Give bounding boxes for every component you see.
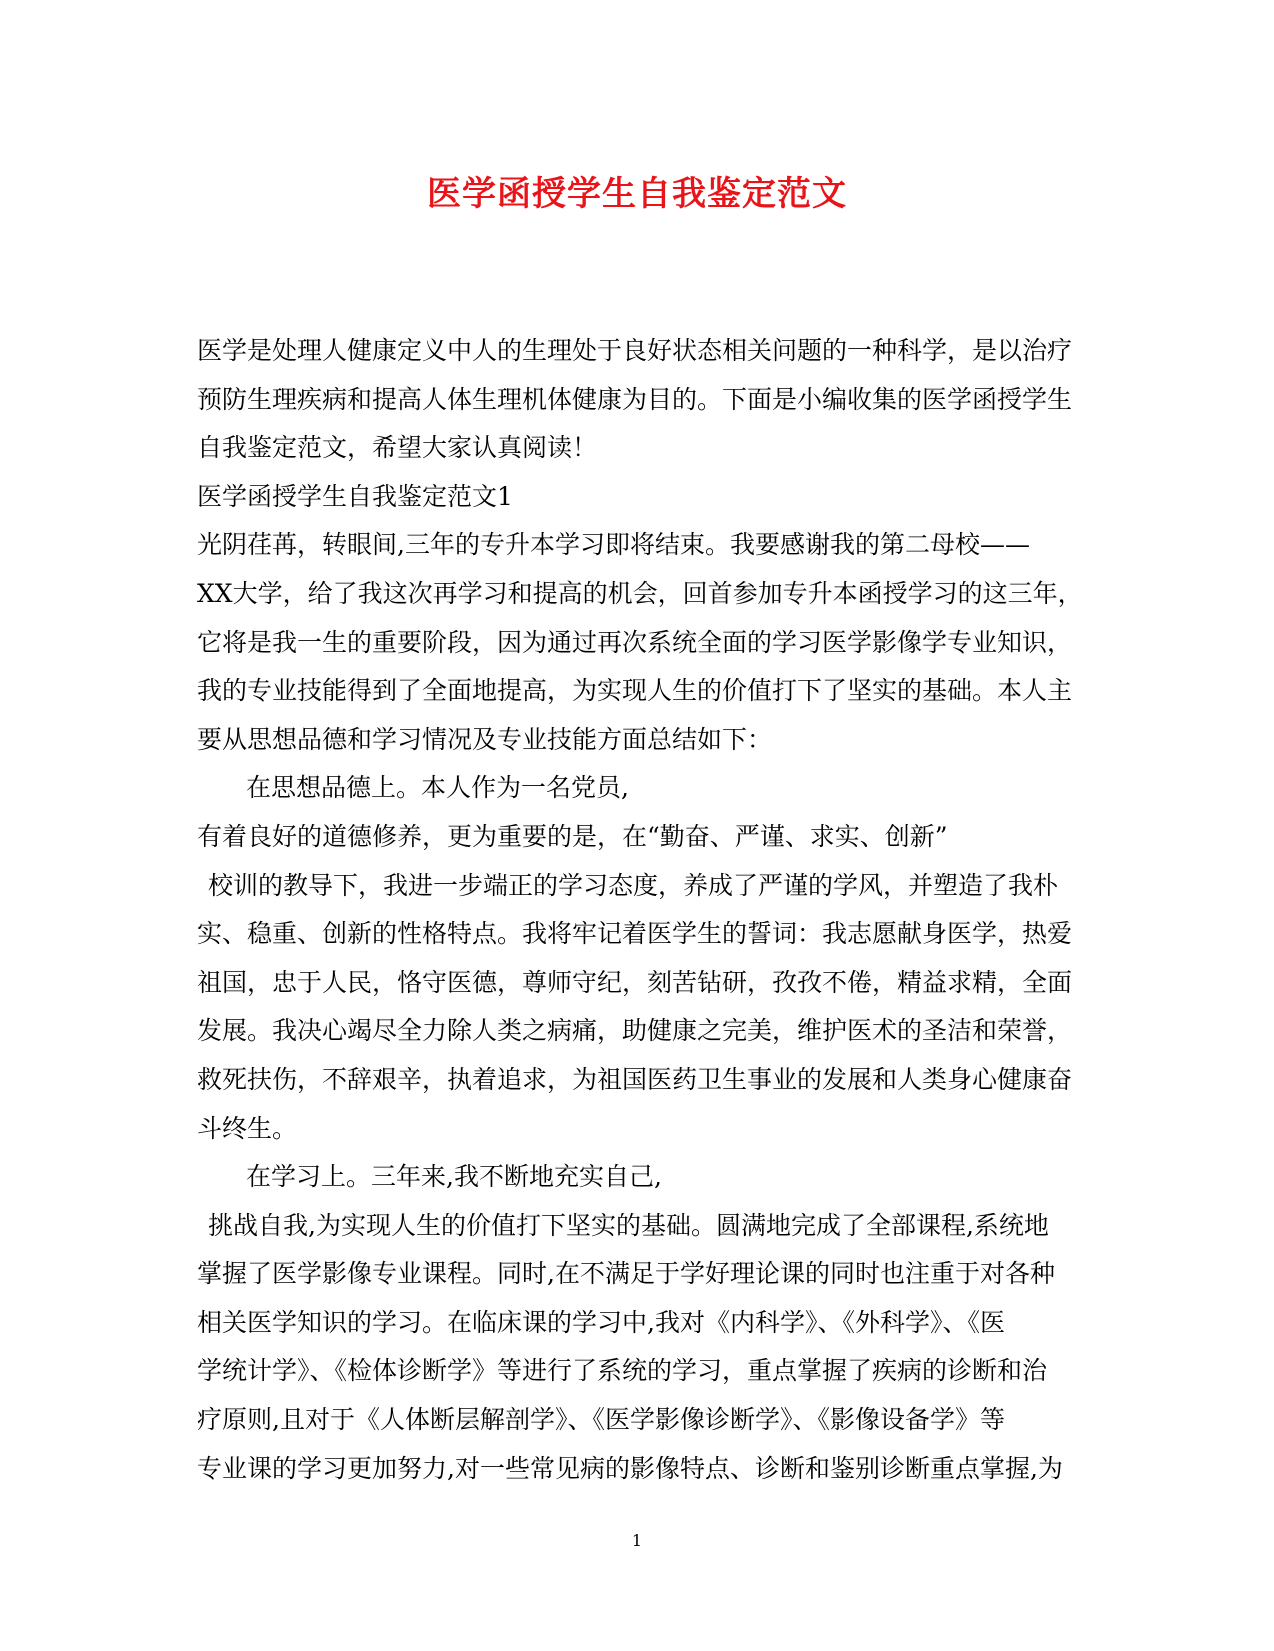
section-heading: 医学函授学生自我鉴定范文1	[197, 481, 513, 511]
body-line: 实、稳重、创新的性格特点。我将牢记着医学生的誓词：我志愿献身医学，热爱	[197, 919, 1073, 949]
body-line: 光阴荏苒，转眼间,三年的专升本学习即将结束。我要感谢我的第二母校——	[197, 530, 1030, 560]
body-line: 校训的教导下，我进一步端正的学习态度，养成了严谨的学风，并塑造了我朴	[208, 870, 1059, 900]
paragraph-start-line: 在思想品德上。本人作为一名党员,	[246, 773, 629, 803]
body-line: 相关医学知识的学习。在临床课的学习中,我对《内科学》、《外科学》、《医	[197, 1307, 1005, 1337]
body-line: 救死扶伤，不辞艰辛，执着追求，为祖国医药卫生事业的发展和人类身心健康奋	[197, 1064, 1073, 1094]
page-number: 1	[631, 1531, 643, 1550]
body-line: 疗原则,且对于《人体断层解剖学》、《医学影像诊断学》、《影像设备学》等	[197, 1405, 1005, 1435]
body-line: 自我鉴定范文，希望大家认真阅读！	[197, 433, 598, 463]
body-line: 专业课的学习更加努力,对一些常见病的影像特点、诊断和鉴别诊断重点掌握,为	[197, 1453, 1063, 1483]
paragraph-start-line: 在学习上。三年来,我不断地充实自己,	[246, 1162, 662, 1192]
body-line: 学统计学》、《检体诊断学》等进行了系统的学习，重点掌握了疾病的诊断和治	[197, 1356, 1048, 1386]
body-line: 祖国，忠于人民，恪守医德，尊师守纪，刻苦钻研，孜孜不倦，精益求精，全面	[197, 967, 1073, 997]
body-line: 发展。我决心竭尽全力除人类之病痛，助健康之完美，维护医术的圣洁和荣誉，	[197, 1016, 1073, 1046]
body-line: 预防生理疾病和提高人体生理机体健康为目的。下面是小编收集的医学函授学生	[197, 384, 1073, 414]
body-line: 它将是我一生的重要阶段，因为通过再次系统全面的学习医学影像学专业知识，	[197, 627, 1073, 657]
body-line: 掌握了医学影像专业课程。同时,在不满足于学好理论课的同时也注重于对各种	[197, 1259, 1055, 1289]
body-line: 挑战自我,为实现人生的价值打下坚实的基础。圆满地完成了全部课程,系统地	[208, 1210, 1049, 1240]
document-title: 医学函授学生自我鉴定范文	[427, 174, 847, 214]
body-line: 要从思想品德和学习情况及专业技能方面总结如下：	[197, 724, 773, 754]
document-body	[197, 327, 1083, 1493]
body-line: 我的专业技能得到了全面地提高，为实现人生的价值打下了坚实的基础。本人主	[197, 676, 1073, 706]
body-line: XX大学，给了我这次再学习和提高的机会，回首参加专升本函授学习的这三年，	[197, 578, 1083, 608]
body-line: 医学是处理人健康定义中人的生理处于良好状态相关问题的一种科学，是以治疗	[197, 336, 1073, 365]
body-line: 有着良好的道德修养，更为重要的是，在“勤奋、严谨、求实、创新”	[197, 821, 948, 851]
body-line: 斗终生。	[197, 1113, 298, 1143]
